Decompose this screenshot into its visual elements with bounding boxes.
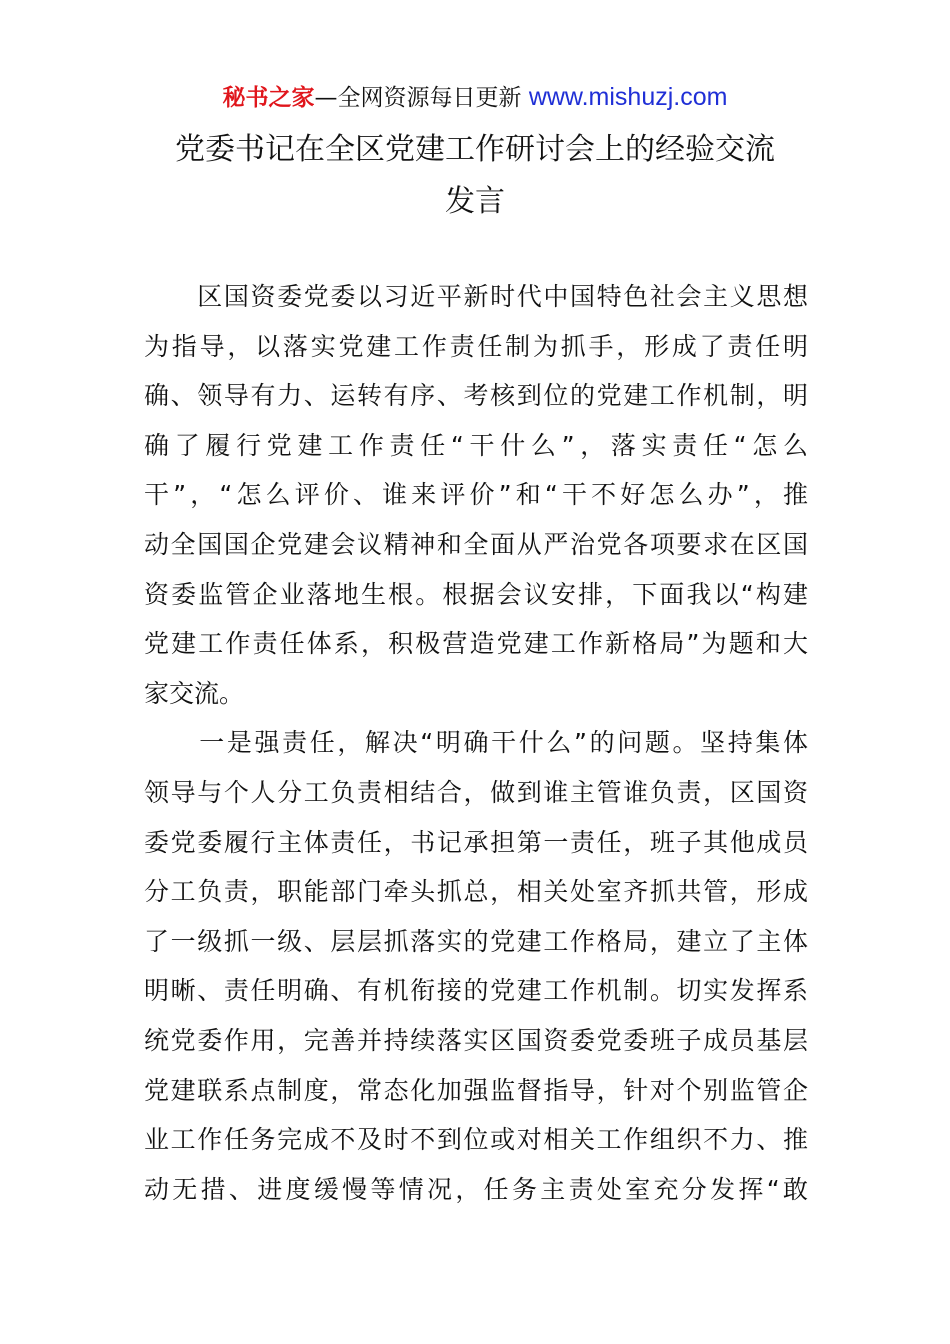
text-line: 确了履行党建工作责任“干什么”，落实责任“怎么 bbox=[144, 430, 808, 460]
site-brand: 秘书之家 bbox=[222, 85, 315, 111]
site-url-link[interactable]: www.mishuzj.com bbox=[528, 83, 728, 111]
document-title bbox=[120, 124, 830, 228]
paragraph-intro bbox=[144, 272, 808, 718]
text-line: 分工负责，职能部门牵头抓总，相关处室齐抓共管，形成 bbox=[144, 877, 808, 907]
site-header bbox=[0, 80, 950, 115]
text-line: 委党委履行主体责任，书记承担第一责任，班子其他成员 bbox=[144, 827, 808, 857]
text-line: 动全国国企党建会议精神和全面从严治党各项要求在区国 bbox=[144, 529, 808, 559]
text-line: 领导与个人分工负责相结合，做到谁主管谁负责，区国资 bbox=[144, 777, 808, 807]
text-line: 了一级抓一级、层层抓落实的党建工作格局，建立了主体 bbox=[144, 926, 808, 956]
text-line: 党建工作责任体系，积极营造党建工作新格局”为题和大 bbox=[144, 629, 808, 659]
site-slogan: —全网资源每日更新 bbox=[314, 85, 529, 111]
text-line: 干”，“怎么评价、谁来评价”和“干不好怎么办”，推 bbox=[144, 480, 808, 510]
text-line: 家交流。 bbox=[144, 678, 245, 708]
text-line: 党建联系点制度，常态化加强监督指导，针对个别监管企 bbox=[144, 1075, 808, 1105]
text-line: 动无措、进度缓慢等情况，任务主责处室充分发挥“敢 bbox=[144, 1174, 808, 1204]
text-line: 明晰、责任明确、有机衔接的党建工作机制。切实发挥系 bbox=[144, 976, 808, 1006]
text-line: 确、领导有力、运转有序、考核到位的党建工作机制，明 bbox=[144, 381, 808, 411]
title-line-1: 党委书记在全区党建工作研讨会上的经验交流 bbox=[175, 132, 775, 167]
text-line: 一是强责任，解决“明确干什么”的问题。坚持集体 bbox=[144, 728, 808, 758]
document-body bbox=[144, 272, 808, 1214]
text-line: 统党委作用，完善并持续落实区国资委党委班子成员基层 bbox=[144, 1025, 808, 1055]
text-line: 资委监管企业落地生根。根据会议安排，下面我以“构建 bbox=[144, 579, 808, 609]
text-line: 业工作任务完成不及时不到位或对相关工作组织不力、推 bbox=[144, 1125, 808, 1155]
title-line-2: 发言 bbox=[445, 184, 505, 219]
paragraph-strengthen-responsibility bbox=[144, 718, 808, 1214]
text-line: 区国资委党委以习近平新时代中国特色社会主义思想 bbox=[144, 282, 808, 311]
text-line: 为指导，以落实党建工作责任制为抓手，形成了责任明 bbox=[144, 331, 808, 361]
